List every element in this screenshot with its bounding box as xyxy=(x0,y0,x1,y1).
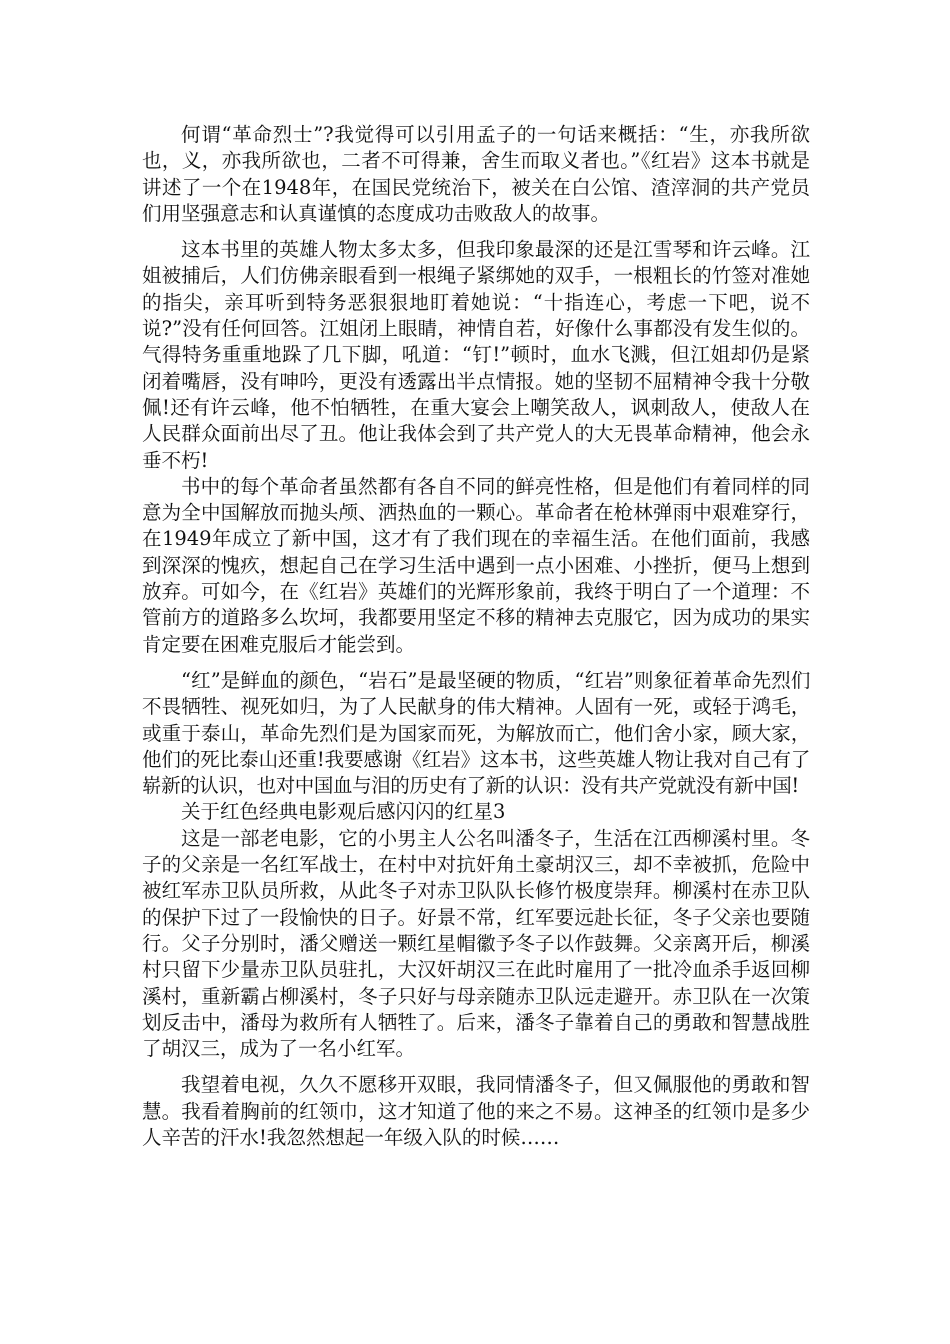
paragraph-heroes: 这本书里的英雄人物太多太多，但我印象最深的还是江雪琴和许云峰。江姐被捕后，人们仿佛亲眼看到一根绳子紧绑她的双手，一根粗长的竹签对准她的指尖，亲耳听到特务恶狠狠地盯着她说：“十指连心，考虑一下吧，说不说?”没有任何回答。江姐闭上眼睛，神情自若，好像什么事都没有发生似的。气得特务重重地跺了几下脚，吼道：“钉!”顿时，血水飞溅，但江姐却仍是紧闭着嘴唇，没有呻吟，更没有透露出半点情报。她的坚韧不屈精神令我十分敬佩!还有许云峰，他不怕牺牲，在重大宴会上嘲笑敌人，讽刺敌人，使敌人在人民群众面前出尽了丑。他让我体会到了共产党人的大无畏革命精神，他会永垂不朽! xyxy=(142,238,810,472)
paragraph-intro: 何谓“革命烈士”?我觉得可以引用孟子的一句话来概括：“生，亦我所欲也，义，亦我所欲也，二者不可得兼，舍生而取义者也。”《红岩》这本书就是讲述了一个在1948年，在国民党统治下，被关在白公馆、渣滓洞的共产党员们用坚强意志和认真谨慎的态度成功击败敌人的故事。 xyxy=(142,123,810,225)
paragraph-movie-story: 这是一部老电影，它的小男主人公名叫潘冬子，生活在江西柳溪村里。冬子的父亲是一名红军战士，在村中对抗奸角土豪胡汉三，却不幸被抓，危险中被红军赤卫队员所救，从此冬子对赤卫队队长修竹极度崇拜。柳溪村在赤卫队的保护下过了一段愉快的日子。好景不常，红军要远赴长征，冬子父亲也要随行。父子分别时，潘父赠送一颗红星帽徽予冬子以作鼓舞。父亲离开后，柳溪村只留下少量赤卫队员驻扎，大汉奸胡汉三在此时雇用了一批冷血杀手返回柳溪村，重新霸占柳溪村，冬子只好与母亲随赤卫队远走避开。赤卫队在一次策划反击中，潘母为救所有人牺牲了。后来，潘冬子靠着自己的勇敢和智慧战胜了胡汉三，成为了一名小红军。 xyxy=(142,826,810,1061)
paragraph-reflection: 我望着电视，久久不愿移开双眼，我同情潘冬子，但又佩服他的勇敢和智慧。我看着胸前的红领巾，这才知道了他的来之不易。这神圣的红领巾是多少人辛苦的汗水!我忽然想起一年级入队的时候…… xyxy=(142,1073,810,1149)
document-page xyxy=(142,122,810,1151)
paragraph-revolutionaries: 书中的每个革命者虽然都有各自不同的鲜亮性格，但是他们有着同样的同意为全中国解放而抛头颅、洒热血的一颗心。革命者在枪林弹雨中艰难穿行，在1949年成立了新中国，这才有了我们现在的幸福生活。在他们面前，我感到深深的愧疚，想起自己在学习生活中遇到一点小困难、小挫折，便马上想到放弃。可如今，在《红岩》英雄们的光辉形象前，我终于明白了一个道理：不管前方的道路多么坎坷，我都要用坚定不移的精神去克服它，因为成功的果实肯定要在困难克服后才能尝到。 xyxy=(142,474,810,656)
section-heading: 关于红色经典电影观后感闪闪的红星3 xyxy=(181,800,506,824)
paragraph-red-rock-meaning: “红”是鲜血的颜色，“岩石”是最坚硬的物质，“红岩”则象征着革命先烈们不畏牺牲、视死如归，为了人民献身的伟大精神。人固有一死，或轻于鸿毛，或重于泰山，革命先烈们是为国家而死，为解放而亡，他们舍小家，顾大家，他们的死比泰山还重!我要感谢《红岩》这本书，这些英雄人物让我对自己有了崭新的认识，也对中国血与泪的历史有了新的认识：没有共产党就没有新中国! xyxy=(142,668,810,798)
